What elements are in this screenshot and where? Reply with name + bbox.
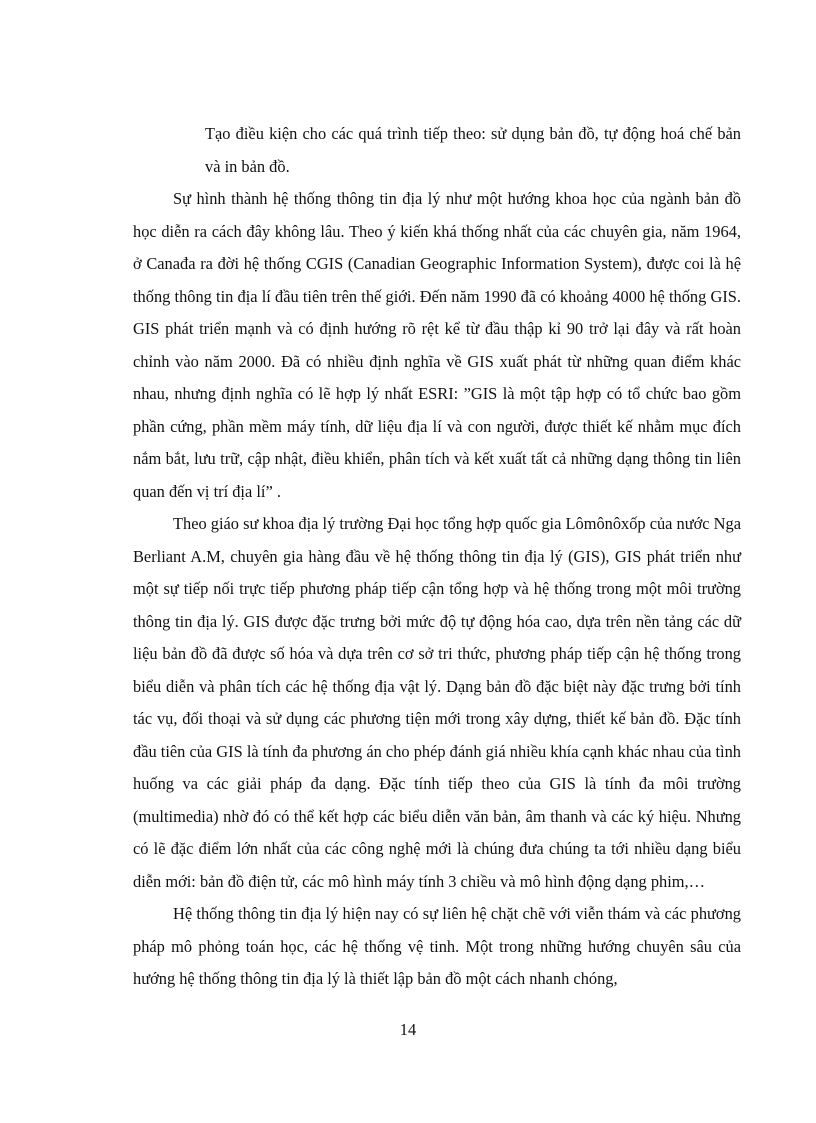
page-number: 14: [399, 1020, 417, 1039]
body-text: [133, 118, 741, 996]
paragraph-berliant: Theo giáo sư khoa địa lý trường Đại học tổng hợp quốc gia Lômônôxốp của nước Nga Berliant A.M, chuyên gia hàng đầu về hệ thống thông tin địa lý (GIS), GIS phát triển như một sự tiếp nối trực tiếp phương pháp tiếp cận tổng hợp và hệ thống trong một môi trường thông tin địa lý. GIS được đặc trưng bởi mức độ tự động hóa cao, dựa trên nền tảng các dữ liệu bản đồ đã được số hóa và dựa trên cơ sở tri thức, phương pháp tiếp cận hệ thống trong biểu diễn và phân tích các hệ thống địa vật lý. Dạng bản đồ đặc biệt này đặc trưng bởi tính tác vụ, đối thoại và sử dụng các phương tiện mới trong xây dựng, thiết kế bản đồ. Đặc tính đầu tiên của GIS là tính đa phương án cho phép đánh giá nhiều khía cạnh khác nhau của tình huống va các giải pháp đa dạng. Đặc tính tiếp theo của GIS là tính đa môi trường (multimedia) nhờ đó có thể kết hợp các biểu diễn văn bản, âm thanh và các ký hiệu. Nhưng có lẽ đặc điểm lớn nhất của các công nghệ mới là chúng đưa chúng ta tới nhiều dạng biểu diễn mới: bản đồ điện tử, các mô hình máy tính 3 chiều và mô hình động dạng phim,…: [133, 514, 741, 891]
paragraph-gis-history: Sự hình thành hệ thống thông tin địa lý như một hướng khoa học của ngành bản đồ học diễn ra cách đây không lâu. Theo ý kiến khá thống nhất của các chuyên gia, năm 1964, ở Canađa ra đời hệ thống CGIS (Canadian Geographic Information System), được coi là hệ thống thông tin địa lí đầu tiên trên thế giới. Đến năm 1990 đã có khoảng 4000 hệ thống GIS. GIS phát triển mạnh và có định hướng rõ rệt kể từ đầu thập kỉ 90 trở lại đây và rất hoàn chỉnh vào năm 2000. Đã có nhiều định nghĩa về GIS xuất phát từ những quan điểm khác nhau, nhưng định nghĩa có lẽ hợp lý nhất ESRI: ”GIS là một tập hợp có tổ chức bao gồm phần cứng, phần mềm máy tính, dữ liệu địa lí và con người, được thiết kế nhằm mục đích nắm bắt, lưu trữ, cập nhật, điều khiển, phân tích và kết xuất tất cả những dạng thông tin liên quan đến vị trí địa lí” .: [133, 189, 741, 501]
paragraph-intro-continuation: Tạo điều kiện cho các quá trình tiếp theo: sử dụng bản đồ, tự động hoá chế bản và in bản đồ.: [205, 124, 741, 176]
paragraph-remote-sensing: Hệ thống thông tin địa lý hiện nay có sự liên hệ chặt chẽ với viễn thám và các phương pháp mô phỏng toán học, các hệ thống vệ tinh. Một trong những hướng chuyên sâu của hướng hệ thống thông tin địa lý là thiết lập bản đồ một cách nhanh chóng,: [133, 904, 741, 988]
